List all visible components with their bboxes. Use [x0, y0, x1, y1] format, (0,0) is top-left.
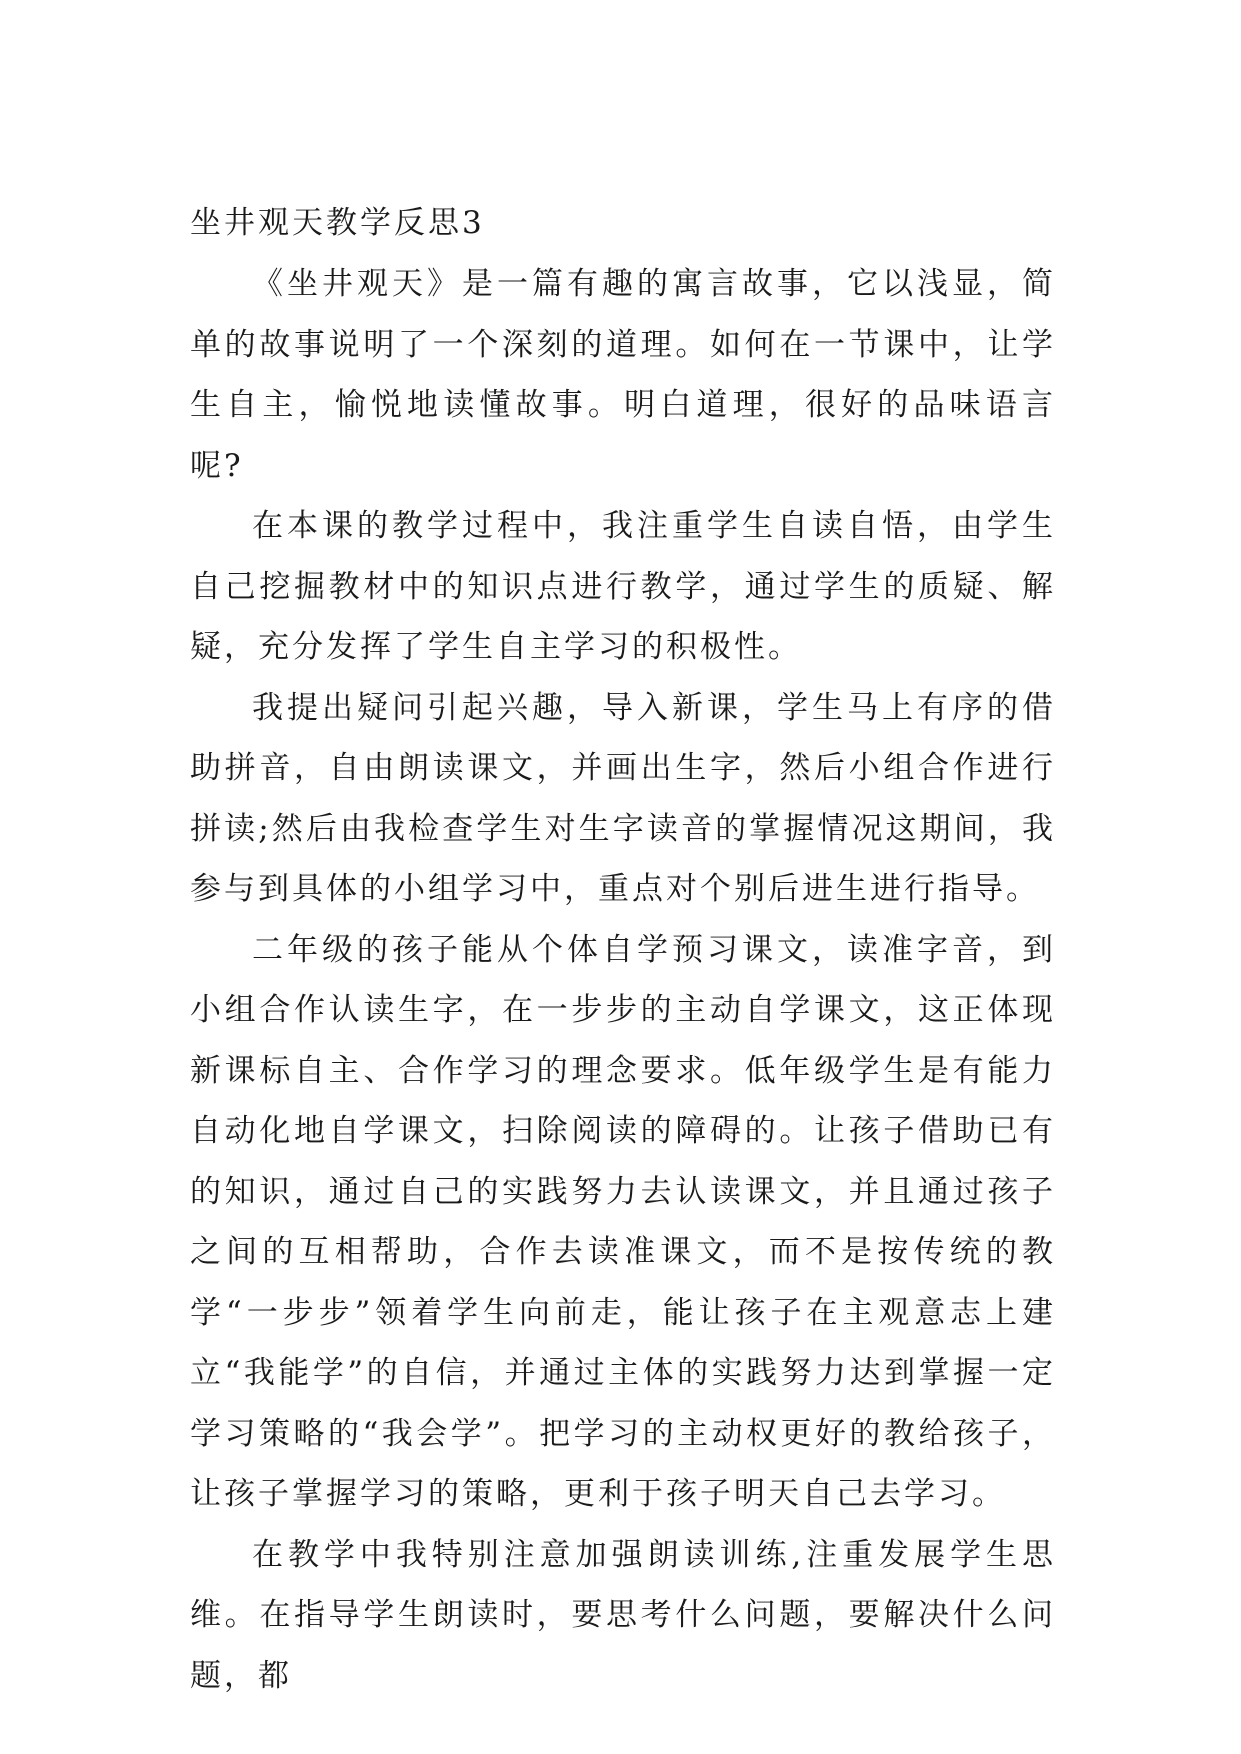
paragraph-1: 《坐井观天》是一篇有趣的寓言故事，它以浅显，简单的故事说明了一个深刻的道理。如何在一节课中，让学生自主，愉悦地读懂故事。明白道理，很好的品味语言呢?: [190, 266, 1056, 484]
document-body: [190, 192, 1056, 1706]
paragraph-5: 在教学中我特别注意加强朗读训练,注重发展学生思维。在指导学生朗读时，要思考什么问题，要解决什么问题，都: [190, 1536, 1056, 1694]
paragraph-2: 在本课的教学过程中，我注重学生自读自悟，由学生自己挖掘教材中的知识点进行教学，通过学生的质疑、解疑，充分发挥了学生自主学习的积极性。: [190, 508, 1056, 665]
paragraph-4: 二年级的孩子能从个体自学预习课文，读准字音，到小组合作认读生字，在一步步的主动自学课文，这正体现新课标自主、合作学习的理念要求。低年级学生是有能力自动化地自学课文，扫除阅读的障碍的。让孩子借助已有的知识，通过自己的实践努力去认读课文，并且通过孩子之间的互相帮助，合作去读准课文，而不是按传统的教学“一步步”领着学生向前走，能让孩子在主观意志上建立“我能学”的自信，并通过主体的实践努力达到掌握一定学习策略的“我会学”。把学习的主动权更好的教给孩子，让孩子掌握学习的策略，更利于孩子明天自己去学习。: [190, 931, 1056, 1512]
paragraph-3: 我提出疑问引起兴趣，导入新课，学生马上有序的借助拼音，自由朗读课文，并画出生字，然后小组合作进行拼读;然后由我检查学生对生字读音的掌握情况这期间，我参与到具体的小组学习中，重点对个别后进生进行指导。: [190, 689, 1056, 907]
document-title: 坐井观天教学反思3: [190, 205, 485, 241]
